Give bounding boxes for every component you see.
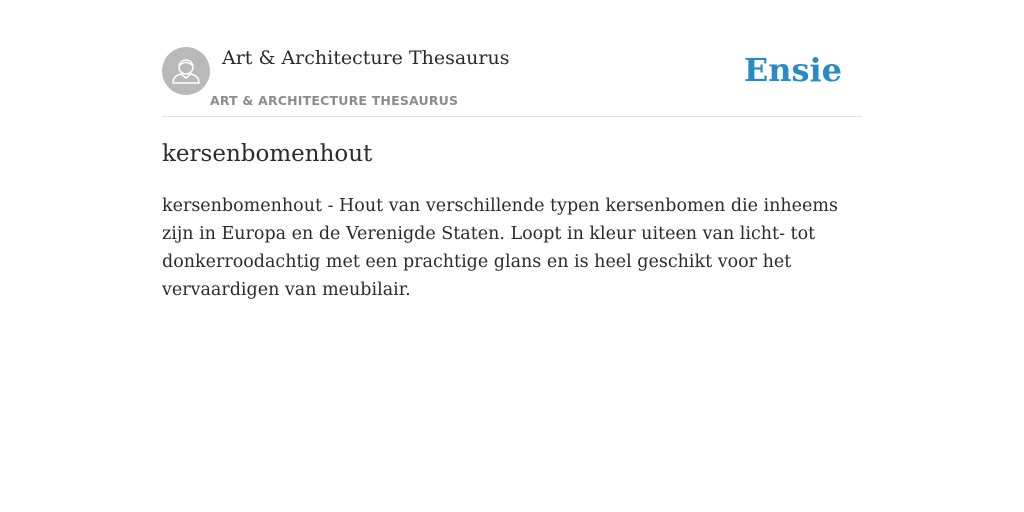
brand-logo[interactable]: Ensie	[743, 51, 842, 89]
user-icon	[162, 47, 210, 95]
entry-title: kersenbomenhout	[162, 141, 373, 167]
category-label[interactable]: ART & ARCHITECTURE THESAURUS	[210, 93, 459, 108]
entry-definition: kersenbomenhout - Hout van verschillende typen kersenbomen die inheems zijn in Europa en de Verenigde Staten. Loopt in kleur uiteen van licht- tot donkerroodachtig met een prachtige glans en is heel geschikt voor het vervaardigen van meubilair.	[162, 196, 838, 300]
author-name[interactable]: Art & Architecture Thesaurus	[222, 47, 510, 69]
author-avatar[interactable]	[162, 47, 210, 95]
entry-header	[162, 0, 862, 117]
